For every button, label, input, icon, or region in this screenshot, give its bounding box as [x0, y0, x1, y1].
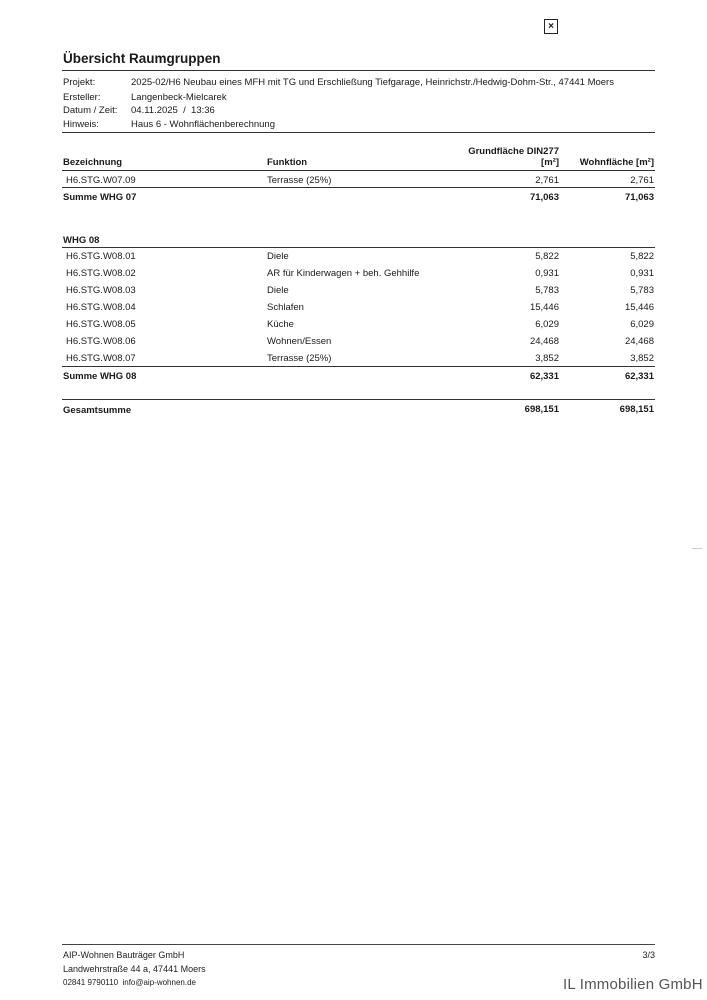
row-grundflaeche: 5,783 — [535, 285, 559, 296]
row-funktion: Diele — [267, 251, 289, 262]
footer-address: Landwehrstraße 44 a, 47441 Moers — [63, 964, 206, 974]
row-bezeichnung: H6.STG.W08.06 — [66, 336, 136, 347]
rows-end-divider — [62, 366, 655, 367]
header-funktion: Funktion — [267, 157, 308, 168]
row-funktion: AR für Kinderwagen + beh. Gehhilfe — [267, 268, 420, 279]
total-label: Gesamtsumme — [63, 405, 132, 416]
scan-artifact — [692, 548, 702, 549]
row-funktion: Terrasse (25%) — [267, 353, 332, 364]
close-button[interactable] — [544, 19, 558, 34]
row-bezeichnung: H6.STG.W08.02 — [66, 268, 136, 279]
row-wohnflaeche: 5,783 — [630, 285, 654, 296]
total-grundflaeche: 698,151 — [524, 404, 559, 415]
row-wohnflaeche: 0,931 — [630, 268, 654, 279]
row-wohnflaeche: 2,761 — [630, 175, 654, 186]
header-divider — [62, 170, 655, 171]
footer-company: AIP-Wohnen Bauträger GmbH — [63, 950, 185, 960]
row-grundflaeche: 0,931 — [535, 268, 559, 279]
sum-label: Summe WHG 08 — [63, 371, 137, 382]
group-divider — [62, 247, 655, 248]
row-wohnflaeche: 6,029 — [630, 319, 654, 330]
row-bezeichnung: H6.STG.W07.09 — [66, 175, 136, 186]
sum-grundflaeche: 62,331 — [529, 371, 559, 382]
row-bezeichnung: H6.STG.W08.04 — [66, 302, 136, 313]
meta-value-projekt: 2025-02/H6 Neubau eines MFH mit TG und Erschließung Tiefgarage, Heinrichstr./Hedwig-Dohm-Str., 47441 Moers — [131, 77, 614, 88]
meta-label-projekt: Projekt: — [63, 77, 96, 88]
total-wohnflaeche: 698,151 — [619, 404, 654, 415]
group-heading-whg08: WHG 08 — [63, 235, 100, 246]
header-wohnflaeche: Wohnfläche [m²] — [579, 157, 654, 168]
meta-label-hinweis: Hinweis: — [63, 119, 99, 130]
meta-label-ersteller: Ersteller: — [63, 92, 101, 103]
row-wohnflaeche: 15,446 — [624, 302, 654, 313]
row-funktion: Diele — [267, 285, 289, 296]
meta-value-hinweis: Haus 6 - Wohnflächenberechnung — [131, 119, 276, 130]
row-funktion: Terrasse (25%) — [267, 175, 332, 186]
page-title: Übersicht Raumgruppen — [63, 51, 221, 66]
row-wohnflaeche: 24,468 — [624, 336, 654, 347]
meta-value-datum: 04.11.2025 / 13:36 — [131, 105, 215, 116]
row-grundflaeche: 6,029 — [535, 319, 559, 330]
meta-divider — [62, 132, 655, 133]
meta-label-datum: Datum / Zeit: — [63, 105, 118, 116]
sum-grundflaeche: 71,063 — [529, 192, 559, 203]
row-grundflaeche: 5,822 — [535, 251, 559, 262]
row-funktion: Schlafen — [267, 302, 304, 313]
row-bezeichnung: H6.STG.W08.07 — [66, 353, 136, 364]
row-wohnflaeche: 5,822 — [630, 251, 654, 262]
page-number: 3/3 — [642, 950, 655, 960]
header-grundflaeche-unit: [m²] — [541, 157, 559, 168]
footer-divider — [62, 944, 655, 945]
row-bezeichnung: H6.STG.W08.03 — [66, 285, 136, 296]
header-grundflaeche-title: Grundfläche DIN277 — [468, 146, 559, 157]
row-funktion: Wohnen/Essen — [267, 336, 332, 347]
row-funktion: Küche — [267, 319, 294, 330]
row-divider — [62, 187, 655, 188]
row-wohnflaeche: 3,852 — [630, 353, 654, 364]
sum-label: Summe WHG 07 — [63, 192, 137, 203]
sum-wohnflaeche: 71,063 — [624, 192, 654, 203]
meta-value-ersteller: Langenbeck-Mielcarek — [131, 92, 227, 103]
row-grundflaeche: 24,468 — [529, 336, 559, 347]
footer-contact: 02841 9790110 info@aip-wohnen.de — [63, 978, 196, 987]
row-grundflaeche: 2,761 — [535, 175, 559, 186]
row-grundflaeche: 3,852 — [535, 353, 559, 364]
sum-wohnflaeche: 62,331 — [624, 371, 654, 382]
close-icon: × — [548, 21, 554, 32]
row-bezeichnung: H6.STG.W08.01 — [66, 251, 136, 262]
total-divider — [62, 399, 655, 400]
title-divider — [62, 70, 655, 71]
header-bezeichnung: Bezeichnung — [63, 157, 123, 168]
row-bezeichnung: H6.STG.W08.05 — [66, 319, 136, 330]
row-grundflaeche: 15,446 — [529, 302, 559, 313]
watermark: IL Immobilien GmbH — [563, 976, 703, 993]
